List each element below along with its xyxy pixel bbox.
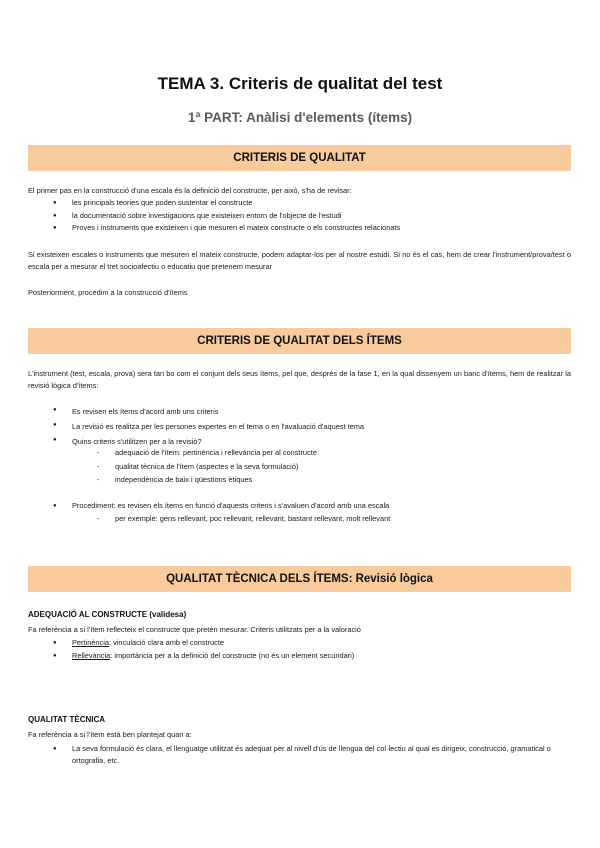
document-subtitle: 1ª PART: Anàlisi d'elements (ítems) (187, 110, 413, 125)
list-item: - independència de baix i qüestions ètiques (0, 473, 600, 487)
qualitat-tecnica-text: Fa referència a si l'ítem està ben plantejat quan a: (28, 730, 192, 739)
section1-paragraph-2: Si existeixen escales o instruments que mesuren el mateix constructe, podem adaptar-los per al nostre estudi. Si no és el cas, hem de crear l'instrument/prova/test o escala per a mesurar el tret socioafectiu o educatiu que pretenem mesurar (28, 250, 571, 271)
list-item: ● Es revisen els ítems d'acord amb uns criteris (0, 404, 600, 419)
section2-intro: L'instrument (test, escala, prova) sera tan bo com el conjunt dels seus ítems, pel que, després de la fase 1, en la qual dissenyem un banc d'ítems, hem de realitzar la revisió lògica d'ítems: (28, 369, 571, 390)
section2-bullet-list (0, 404, 600, 449)
list-item: - qualitat tècnica de l'ítem (aspectes e la seva formulació) (0, 460, 600, 474)
list-item (0, 637, 600, 650)
list-item (0, 650, 600, 663)
list-item: ● La revisió es realitza per les persones expertes en el tema o en l'avaluació d'aquest tema (0, 419, 600, 434)
list-item: ● Procediment: es revisen els ítems en funció d'aquests criteris i s'avaluen d'acord amb una escala (0, 500, 600, 513)
section1-paragraph-3: Posteriorment, procedim a la construcció d'ítems (28, 288, 188, 297)
section2-procediment (0, 500, 600, 513)
section1-intro: El primer pas en la construcció d'una escala és la definició del constructe, per això, s'ha de revisar: (28, 186, 352, 195)
section-heading-criteris-qualitat: CRITERIS DE QUALITAT (28, 145, 571, 171)
criterion-term: Pertinència (72, 638, 109, 647)
list-item: - adequació de l'ítem: pertinència i rellevància per al constructe (0, 446, 600, 460)
section-heading-qualitat-tecnica: QUALITAT TÈCNICA DELS ÍTEMS: Revisió lògica (28, 566, 571, 592)
adequacio-text: Fa referència a si l'ítem reflecteix el constructe que pretén mesurar. Criteris utilitzats per a la valoració (28, 625, 361, 634)
list-item: ● La seva formulació és clara, el llenguatge utilitzat és adequat per al nivell d'ús de llengua del col·lectiu al qual es dirigeix, construcció, gramatical o ortografia, etc. (0, 743, 600, 767)
list-item: - per exemple: gens rellevant, poc rellevant, rellevant, bastant rellevant, molt rellevant (0, 512, 600, 526)
document-title: TEMA 3. Criteris de qualitat del test (157, 74, 443, 93)
section2-procediment-sub (0, 512, 600, 526)
criterion-term: Rellevància (72, 650, 111, 660)
list-item: ● la documentació sobre investigacions que existeixen entorn de l'objecte de l'estudi (0, 210, 600, 223)
section2-sub-list (0, 446, 600, 487)
section1-bullet-list (0, 197, 600, 235)
list-item: ● Proves i instruments que existeixen i que mesuren el mateix constructe o els constructes relacionats (0, 222, 600, 235)
qualitat-tecnica-heading: QUALITAT TÈCNICA (28, 715, 106, 724)
criterion-desc: : vinculació clara amb el constructe (108, 638, 225, 647)
criterion-desc: : importància per a la definició del constructe (no és un element secundari) (110, 650, 355, 660)
list-item: ● Quins criteris s'utilitzen per a la revisió? (0, 434, 600, 449)
adequacio-heading: ADEQUACIÓ AL CONSTRUCTE (validesa) (28, 610, 187, 619)
adequacio-criteria-list (0, 637, 600, 662)
qualitat-tecnica-bullet-list (0, 743, 600, 767)
section-heading-criteris-items: CRITERIS DE QUALITAT DELS ÍTEMS (28, 328, 571, 354)
list-item: ● les principals teories que poden sustentar el constructe (0, 197, 600, 210)
